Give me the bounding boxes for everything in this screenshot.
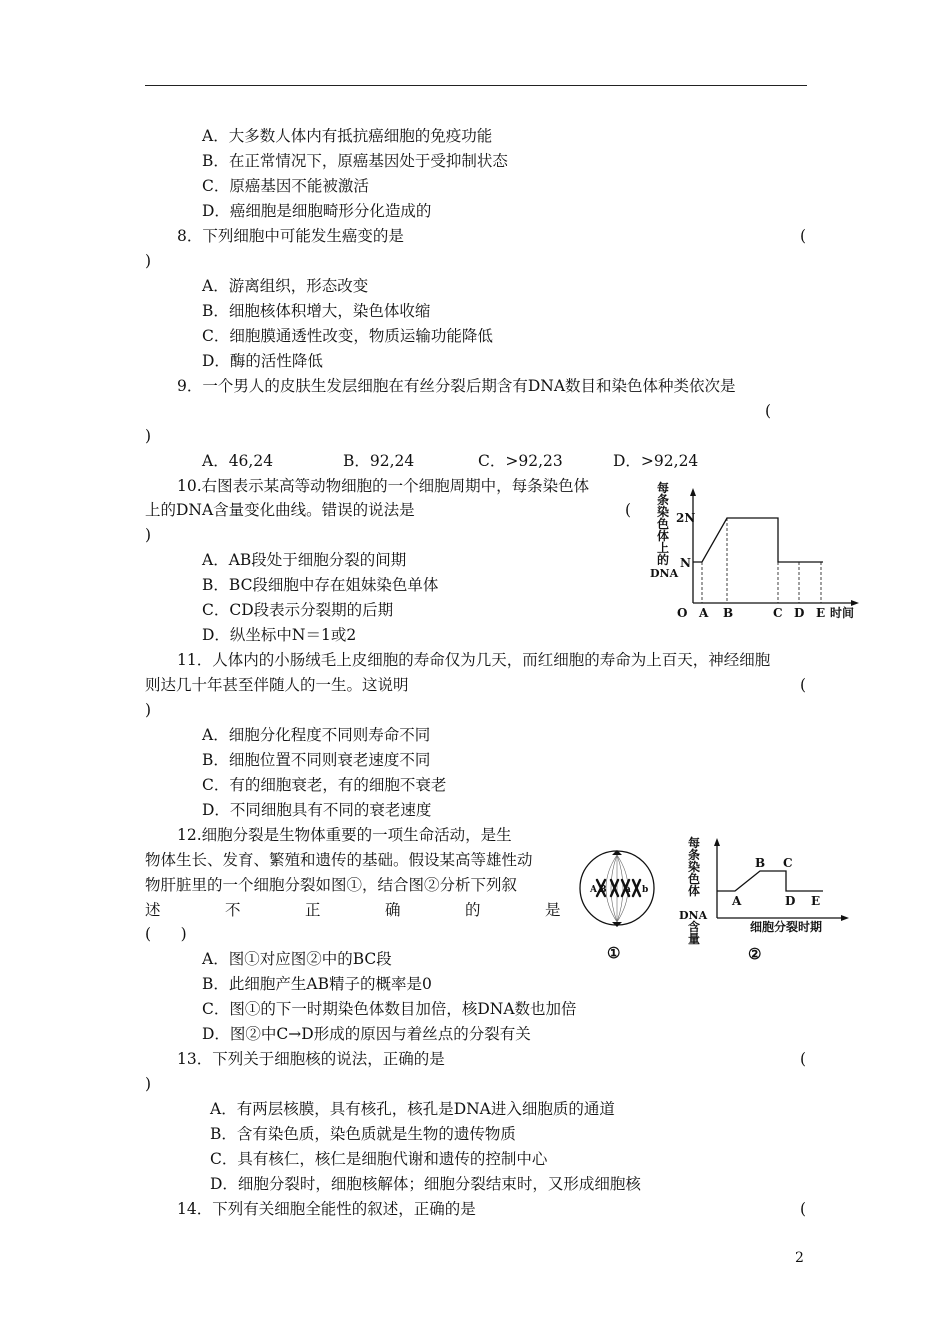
- q11-option-c: C．有的细胞衰老，有的细胞不衰老: [202, 776, 447, 794]
- q8-option-b: B．细胞核体积增大，染色体收缩: [202, 302, 431, 320]
- q12-stem-line2: 物体生长、发育、繁殖和遗传的基础。假设某高等雄性动: [145, 851, 533, 869]
- q12-option-c: C．图①的下一时期染色体数目加倍，核DNA数也加倍: [202, 1000, 577, 1018]
- q14-paren-open: (: [800, 1200, 807, 1218]
- q12-stem4-char-5: 的: [465, 901, 481, 919]
- fig2-xlabel: 细胞分裂时期: [750, 920, 823, 934]
- fig2-ylabel-8: 量: [688, 932, 701, 946]
- q10-stem-line2: 上的DNA含量变化曲线。错误的说法是: [145, 501, 415, 519]
- q10-y-2n: 2N: [676, 511, 696, 525]
- q10-dna-curve-graph: [645, 478, 865, 628]
- q12-answer-paren: ( ): [145, 925, 187, 943]
- q12-stem4-char-6: 是: [545, 901, 561, 919]
- q11-option-b: B．细胞位置不同则衰老速度不同: [202, 751, 431, 769]
- fig2-y-arrow: [714, 838, 720, 846]
- fig2-ylabel-2: 条: [688, 848, 701, 862]
- q9-paren-open: (: [765, 402, 772, 420]
- fig2-ylabel-6: DNA: [679, 909, 708, 922]
- q10-ylabel-8: DNA: [650, 567, 679, 580]
- q8-option-a: A．游离组织，形态改变: [202, 277, 369, 295]
- q10-x-e: E: [816, 606, 826, 620]
- q8-paren-open: (: [800, 227, 807, 245]
- q7-option-c: C．原癌基因不能被激活: [202, 177, 369, 195]
- q10-x-c: C: [773, 606, 783, 620]
- q9-option-c: C．>92,23: [478, 452, 563, 470]
- q10-ylabel-6: 上: [657, 541, 670, 555]
- header-rule: [145, 85, 807, 86]
- q12-stem-line3: 物肝脏里的一个细胞分裂如图①，结合图②分析下列叙: [145, 876, 518, 894]
- fig2-ylabel-1: 每: [688, 836, 701, 850]
- q12-dna-graph: [675, 833, 855, 965]
- q9-option-b: B．92,24: [343, 452, 415, 470]
- q8-stem: 8．下列细胞中可能发生癌变的是: [177, 227, 404, 245]
- q7-option-a: A．大多数人体内有抵抗癌细胞的免疫功能: [202, 127, 493, 145]
- q10-y-n: N: [680, 556, 691, 570]
- q10-option-c: C．CD段表示分裂期的后期: [202, 601, 394, 619]
- q11-option-a: A．细胞分化程度不同则寿命不同: [202, 726, 431, 744]
- q12-stem4-char-3: 正: [305, 901, 321, 919]
- gene-label-a-upper: A: [590, 885, 597, 895]
- q12-cell-figure: [575, 840, 665, 965]
- q10-ylabel-5: 体: [657, 529, 670, 543]
- q10-origin: O: [677, 606, 688, 620]
- q7-option-d: D．癌细胞是细胞畸形分化造成的: [202, 202, 432, 220]
- fig2-caption: ②: [748, 945, 762, 963]
- fig2-point-a: A: [732, 894, 742, 908]
- q13-paren-close: ): [145, 1075, 152, 1093]
- q10-ylabel-1: 每: [657, 481, 670, 495]
- q13-option-a: A．有两层核膜，具有核孔，核孔是DNA进入细胞质的通道: [210, 1100, 615, 1118]
- q10-curve: [693, 518, 823, 562]
- q12-stem4-char-1: 述: [145, 901, 161, 919]
- gene-label-b-lower: b: [642, 885, 649, 895]
- q12-option-a: A．图①对应图②中的BC段: [202, 950, 392, 968]
- q12-stem-line1: 12.细胞分裂是生物体重要的一项生命活动，是生: [177, 826, 512, 844]
- q9-paren-close: ): [145, 427, 152, 445]
- fig1-caption: ①: [607, 944, 621, 962]
- fig2-ylabel-5: 体: [688, 884, 701, 898]
- gene-label-a-lower: a: [625, 885, 631, 895]
- q13-option-b: B．含有染色质，染色质就是生物的遗传物质: [210, 1125, 516, 1143]
- q10-xlabel: 时间: [830, 606, 855, 620]
- q13-stem: 13．下列关于细胞核的说法，正确的是: [177, 1050, 445, 1068]
- q13-option-c: C．具有核仁，核仁是细胞代谢和遗传的控制中心: [210, 1150, 548, 1168]
- q12-stem-line4: [0, 900, 600, 920]
- q9-option-a: A．46,24: [202, 452, 274, 470]
- fig2-curve: [717, 871, 823, 891]
- fig2-ylabel-4: 色: [688, 872, 701, 886]
- q13-paren-open: (: [800, 1050, 807, 1068]
- q10-x-d: D: [794, 606, 805, 620]
- q9-stem: 9．一个男人的皮肤生发层细胞在有丝分裂后期含有DNA数目和染色体种类依次是: [177, 377, 736, 395]
- q10-x-b: B: [723, 606, 734, 620]
- gene-label-b-upper: B: [599, 885, 607, 895]
- q12-option-d: D．图②中C→D形成的原因与着丝点的分裂有关: [202, 1025, 531, 1043]
- q12-stem4-char-4: 确: [385, 901, 401, 919]
- fig2-point-d: D: [785, 894, 796, 908]
- q10-ylabel-3: 染: [657, 505, 670, 519]
- page-number: 2: [795, 1250, 804, 1266]
- q10-option-b: B．BC段细胞中存在姐妹染色单体: [202, 576, 439, 594]
- q10-paren-close: ): [145, 526, 152, 544]
- q11-stem-line2: 则达几十年甚至伴随人的一生。这说明: [145, 676, 409, 694]
- fig2-ylabel-7: 含: [688, 920, 701, 934]
- fig2-x-arrow: [841, 915, 849, 921]
- q10-option-a: A．AB段处于细胞分裂的间期: [202, 551, 407, 569]
- fig2-point-e: E: [811, 894, 821, 908]
- fig2-point-b: B: [755, 856, 766, 870]
- q8-option-c: C．细胞膜通透性改变，物质运输功能降低: [202, 327, 493, 345]
- q10-ylabel-7: 的: [657, 553, 670, 567]
- q11-stem-line1: 11．人体内的小肠绒毛上皮细胞的寿命仅为几天，而红细胞的寿命为上百天，神经细胞: [177, 651, 771, 669]
- q9-option-d: D．>92,24: [613, 452, 699, 470]
- q11-option-d: D．不同细胞具有不同的衰老速度: [202, 801, 432, 819]
- fig2-point-c: C: [783, 856, 793, 870]
- q14-stem: 14．下列有关细胞全能性的叙述，正确的是: [177, 1200, 476, 1218]
- q10-x-arrow: [851, 600, 859, 606]
- fig2-ylabel-3: 染: [688, 860, 701, 874]
- q11-paren-close: ): [145, 701, 152, 719]
- q13-option-d: D．细胞分裂时，细胞核解体；细胞分裂结束时，又形成细胞核: [210, 1175, 641, 1193]
- q10-ylabel-4: 色: [657, 517, 670, 531]
- q10-stem-line1: 10.右图表示某高等动物细胞的一个细胞周期中，每条染色体: [177, 477, 590, 495]
- q10-ylabel-2: 条: [657, 493, 670, 507]
- q8-paren-close: ): [145, 252, 152, 270]
- q12-option-b: B．此细胞产生AB精子的概率是0: [202, 975, 432, 993]
- q7-option-b: B．在正常情况下，原癌基因处于受抑制状态: [202, 152, 508, 170]
- q8-option-d: D．酶的活性降低: [202, 352, 323, 370]
- q10-x-a: A: [699, 606, 709, 620]
- q11-paren-open: (: [800, 676, 807, 694]
- q10-y-arrow: [690, 488, 696, 496]
- q12-stem4-char-2: 不: [225, 901, 241, 919]
- q10-paren-open: (: [625, 501, 632, 519]
- q10-option-d: D．纵坐标中N＝1或2: [202, 626, 357, 644]
